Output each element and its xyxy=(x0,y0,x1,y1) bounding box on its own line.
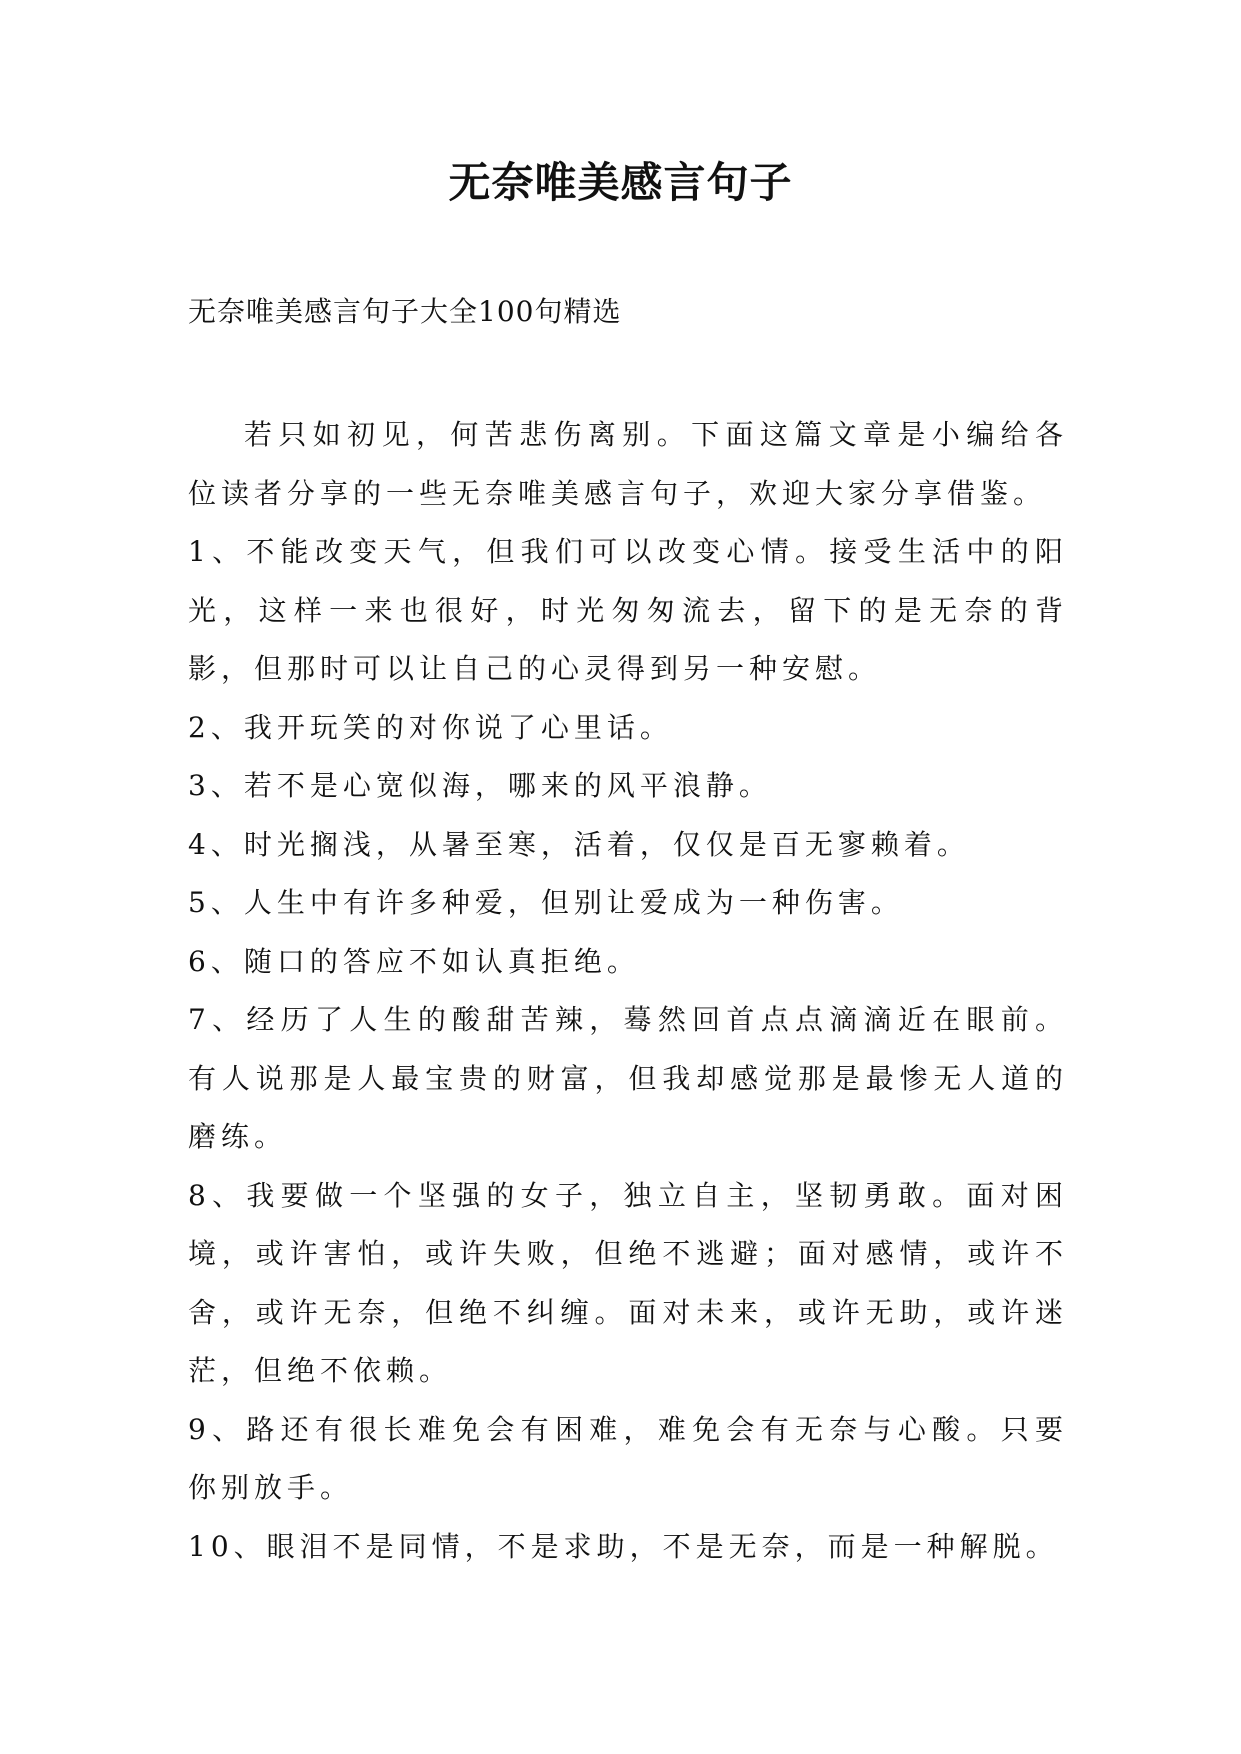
list-item: 10、眼泪不是同情，不是求助，不是无奈，而是一种解脱。 xyxy=(188,1529,1059,1563)
intro-paragraph: 若只如初见，何苦悲伤离别。下面这篇文章是小编给各位读者分享的一些无奈唯美感言句子，欢迎大家分享借鉴。 xyxy=(188,418,1068,510)
list-item: 1、不能改变天气，但我们可以改变心情。接受生活中的阳光，这样一来也很好，时光匆匆流去，留下的是无奈的背影，但那时可以让自己的心灵得到另一种安慰。 xyxy=(188,535,1068,685)
document-title: 无奈唯美感言句子 xyxy=(448,158,793,207)
list-item: 2、我开玩笑的对你说了心里话。 xyxy=(188,710,673,744)
list-item: 9、路还有很长难免会有困难，难免会有无奈与心酸。只要你别放手。 xyxy=(188,1412,1068,1504)
list-item: 4、时光搁浅，从暑至寒，活着，仅仅是百无寥赖着。 xyxy=(188,827,970,861)
list-item: 3、若不是心宽似海，哪来的风平浪静。 xyxy=(188,769,772,802)
document-body xyxy=(188,406,1068,1576)
list-item: 8、我要做一个坚强的女子，独立自主，坚韧勇敢。面对困境，或许害怕，或许失败，但绝不逃避；面对感情，或许不舍，或许无奈，但绝不纠缠。面对未来，或许无助，或许迷茫，但绝不依赖。 xyxy=(188,1178,1068,1387)
list-item: 7、经历了人生的酸甜苦辣，蓦然回首点点滴滴近在眼前。有人说那是人最宝贵的财富，但我却感觉那是最惨无人道的磨练。 xyxy=(188,1003,1068,1153)
list-item: 5、人生中有许多种爱，但别让爱成为一种伤害。 xyxy=(188,886,904,919)
document-subtitle: 无奈唯美感言句子大全100句精选 xyxy=(188,295,622,328)
list-item: 6、随口的答应不如认真拒绝。 xyxy=(188,944,640,978)
